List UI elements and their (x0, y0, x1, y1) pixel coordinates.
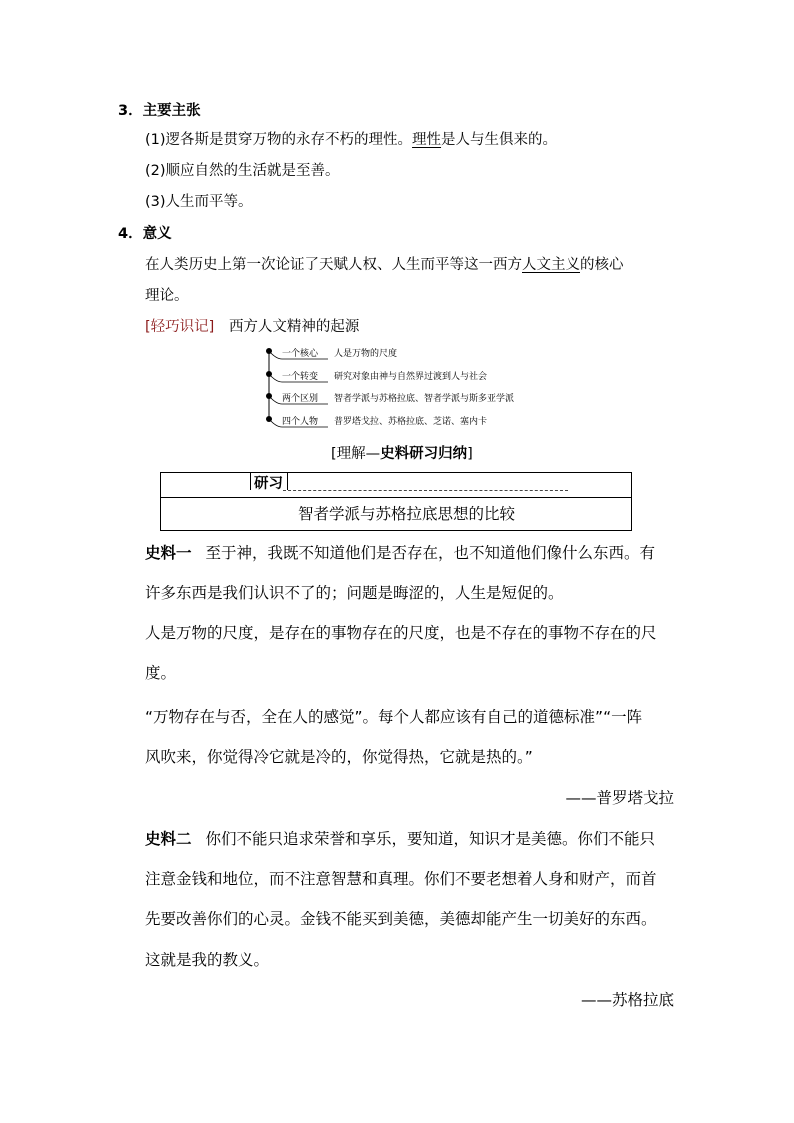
mindmap-label-1: 一个核心 (282, 349, 319, 359)
mindmap-text-3: 智者学派与苏格拉底、智者学派与斯多亚学派 (334, 394, 515, 404)
source-1-line-4: 度。 (145, 664, 177, 682)
tab-dashed-line (283, 490, 568, 491)
section-4-line-2: 理论。 (145, 288, 189, 304)
section-3-item-3: (3)人生而平等。 (145, 194, 253, 210)
table-divider (161, 497, 631, 498)
source-2-label: 史料二 (145, 830, 192, 848)
mindmap-label-3: 两个区别 (282, 394, 319, 404)
section-3-heading: 3．主要主张 (118, 103, 201, 119)
section-4-line-1: 在人类历史上第一次论证了天赋人权、人生而平等这一西方人文主义的核心 (145, 257, 624, 273)
section-4-heading: 4．意义 (118, 226, 172, 242)
mindmap-text-4: 普罗塔戈拉、苏格拉底、芝诺、塞内卡 (334, 417, 488, 427)
mindmap-text-1: 人是万物的尺度 (334, 349, 398, 359)
source-2-line-1: 史料二 你们不能只追求荣誉和享乐，要知道，知识才是美德。你们不能只 (145, 830, 656, 848)
source-1-attribution: ——普罗塔戈拉 (565, 789, 674, 807)
mindmap-label-2: 一个转变 (282, 372, 319, 382)
source-1-line-5: “万物存在与否，全在人的感觉”。每个人都应该有自己的道德标准”“一阵 (145, 708, 643, 726)
understanding-header: [理解—史料研习归纳] (331, 446, 473, 462)
mindmap-label-4: 四个人物 (282, 417, 319, 427)
source-1-line-2: 许多东西是我们认识不了的；问题是晦涩的，人生是短促的。 (145, 584, 564, 602)
memory-tip-tag: [轻巧识记] (145, 319, 215, 335)
table-title: 智者学派与苏格拉底思想的比较 (298, 505, 516, 523)
section-3-item-2: (2)顺应自然的生活就是至善。 (145, 163, 340, 179)
memory-tip-mindmap (262, 343, 582, 431)
source-2-line-2: 注意金钱和地位，而不注意智慧和真理。你们不要老想着人身和财产，而首 (145, 870, 657, 888)
memory-tip-title: 西方人文精神的起源 (228, 319, 360, 335)
section-3-item-1: (1)逻各斯是贯穿万物的永存不朽的理性。理性是人与生俱来的。 (145, 132, 558, 148)
source-1-label: 史料一 (145, 544, 192, 562)
mindmap-text-2: 研究对象由神与自然界过渡到人与社会 (334, 372, 488, 382)
source-2-line-4: 这就是我的教义。 (145, 951, 270, 969)
table-tab-label: 研习 (254, 476, 283, 492)
source-2-attribution: ——苏格拉底 (580, 991, 674, 1009)
memory-tip-heading (145, 315, 359, 336)
source-1-line-1: 史料一 至于神，我既不知道他们是否存在，也不知道他们像什么东西。有 (145, 544, 656, 562)
source-2-line-3: 先要改善你们的心灵。金钱不能买到美德，美德却能产生一切美好的东西。 (145, 910, 657, 928)
source-1-line-3: 人是万物的尺度，是存在的事物存在的尺度，也是不存在的事物不存在的尺 (145, 624, 657, 642)
source-1-line-6: 风吹来，你觉得冷它就是冷的，你觉得热，它就是热的。” (145, 748, 533, 766)
